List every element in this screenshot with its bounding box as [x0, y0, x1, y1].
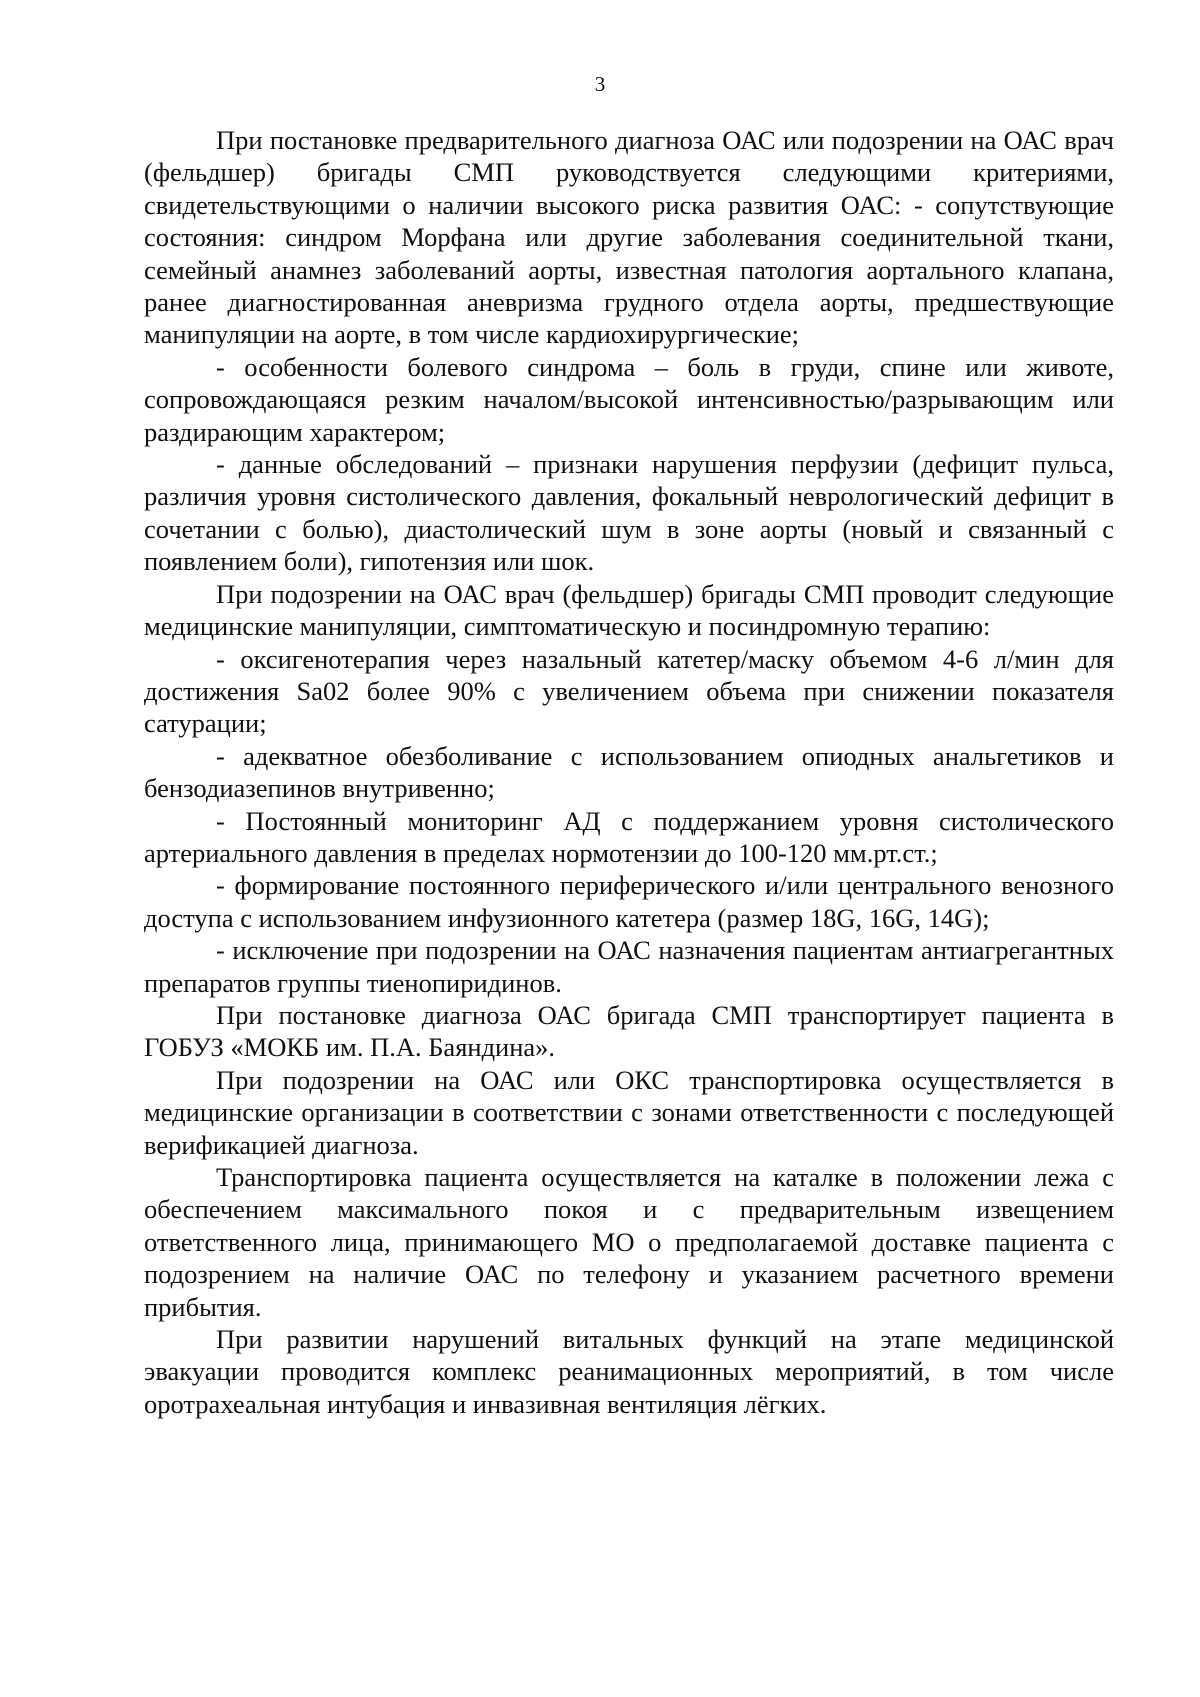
paragraph-transport-method: Транспортировка пациента осуществляется на каталке в положении лежа с обеспечением максимального покоя и с предварительным извещением ответственного лица, принимающего МО о предполагаемой доставке пациента с подозрением на наличие ОАС по телефону и указанием расчетного времени прибытия.	[144, 1162, 1114, 1322]
paragraph-resuscitation: При развитии нарушений витальных функций на этапе медицинской эвакуации проводится комплекс реанимационных мероприятий, в том числе оротрахеальная интубация и инвазивная вентиляция лёгких.	[144, 1324, 1114, 1419]
paragraph-analgesia: - адекватное обезболивание с использованием опиодных анальгетиков и бензодиазепинов внутривенно;	[144, 740, 1114, 804]
paragraph-transport-diagnosis: При постановке диагноза ОАС бригада СМП транспортирует пациента в ГОБУЗ «МОКБ им. П.А. Баяндина».	[144, 999, 1114, 1063]
paragraph-exclusion: - исключение при подозрении на ОАС назначения пациентам антиагрегантных препаратов группы тиенопиридинов.	[144, 935, 1114, 998]
document-body	[144, 124, 1114, 1420]
paragraph-suspicion-therapy: При подозрении на ОАС врач (фельдшер) бригады СМП проводит следующие медицинские манипуляции, симптоматическую и посиндромную терапию:	[144, 578, 1114, 642]
paragraph-pain-syndrome: - особенности болевого синдрома – боль в груди, спине или животе, сопровождающаяся резким началом/высокой интенсивностью/разрывающим или раздирающим характером;	[144, 351, 1114, 447]
paragraph-bp-monitoring: - Постоянный мониторинг АД с поддержанием уровня систолического артериального давления в пределах нормотензии до 100-120 мм.рт.ст.;	[144, 805, 1114, 868]
paragraph-examination-data: - данные обследований – признаки нарушения перфузии (дефицит пульса, различия уровня систолического давления, фокальный неврологический дефицит в сочетании с болью), диастолический шум в зоне аорты (новый и связанный с появлением боли), гипотензия или шок.	[144, 449, 1114, 577]
paragraph-transport-suspicion: При подозрении на ОАС или ОКС транспортировка осуществляется в медицинские организации в соответствии с зонами ответственности с последующей верификацией диагноза.	[144, 1064, 1114, 1160]
paragraph-oxygen-therapy: - оксигенотерапия через назальный катетер/маску объемом 4-6 л/мин для достижения Sa02 более 90% с увеличением объема при снижении показателя сатурации;	[144, 643, 1114, 739]
page-number: 3	[594, 72, 606, 96]
paragraph-venous-access: - формирование постоянного периферического и/или центрального венозного доступа с использованием инфузионного катетера (размер 18G, 16G, 14G);	[144, 870, 1114, 933]
paragraph-oas-criteria: При постановке предварительного диагноза ОАС или подозрении на ОАС врач (фельдшер) бригады СМП руководствуется следующими критериями, свидетельствующими о наличии высокого риска развития ОАС: - сопутствующие состояния: синдром Морфана или другие заболевания соединительной ткани, семейный анамнез заболеваний аорты, известная патология аортального клапана, ранее диагностированная аневризма грудного отдела аорты, предшествующие манипуляции на аорте, в том числе кардиохирургические;	[144, 125, 1114, 350]
